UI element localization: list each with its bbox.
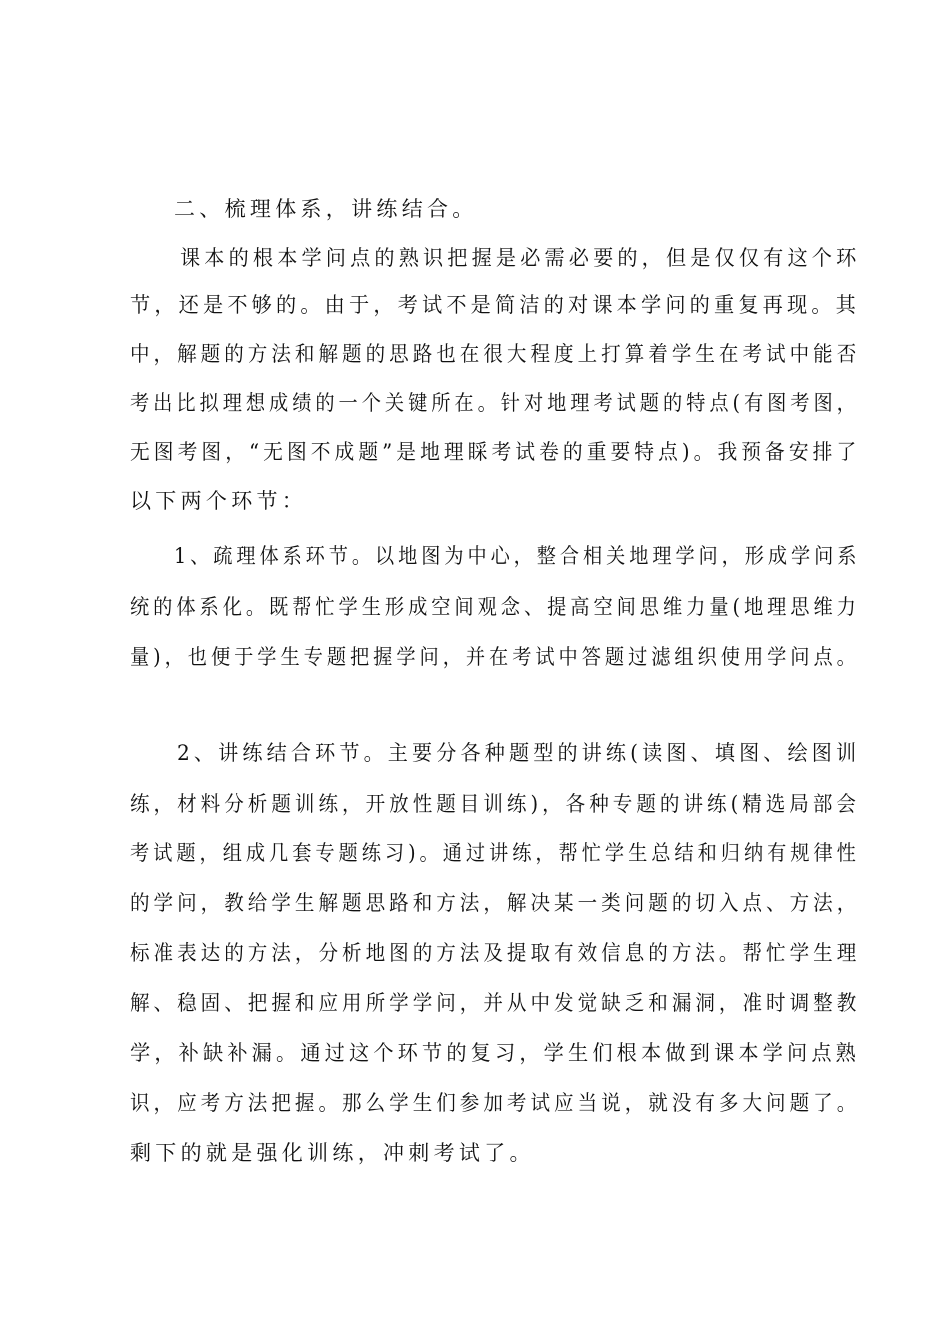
text-line: 1、疏理体系环节。以地图为中心，整合相关地理学问，形成学问系 xyxy=(174,544,861,568)
text-line: 统的体系化。既帮忙学生形成空间观念、提高空间思维力量(地理思维力 xyxy=(130,595,860,619)
text-line: 以下两个环节： xyxy=(130,489,308,513)
text-line: 的学问，教给学生解题思路和方法，解决某一类问题的切入点、方法， xyxy=(130,891,861,915)
text-line: 解、稳固、把握和应用所学学问，并从中发觉缺乏和漏洞，准时调整教 xyxy=(130,991,861,1015)
text-line: 量)，也便于学生专题把握学问，并在考试中答题过滤组织使用学问点。 xyxy=(130,645,860,669)
text-line: 考试题，组成几套专题练习)。通过讲练，帮忙学生总结和归纳有规律性 xyxy=(130,841,860,865)
section-heading: 二、梳理体系，讲练结合。 xyxy=(174,197,478,221)
text-line: 2、讲练结合环节。主要分各种题型的讲练(读图、填图、绘图训 xyxy=(177,741,861,765)
text-line: 识，应考方法把握。那么学生们参加考试应当说，就没有多大问题了。 xyxy=(130,1091,861,1115)
text-line: 中，解题的方法和解题的思路也在很大程度上打算着学生在考试中能否 xyxy=(130,342,861,366)
text-line: 课本的根本学问点的熟识把握是必需必要的，但是仅仅有这个环 xyxy=(180,246,861,270)
text-line: 节，还是不够的。由于，考试不是简洁的对课本学问的重复再现。其 xyxy=(130,293,860,317)
text-line: 标准表达的方法，分析地图的方法及提取有效信息的方法。帮忙学生理 xyxy=(130,941,861,965)
text-line: 无图考图，“无图不成题”是地理睬考试卷的重要特点)。我预备安排了 xyxy=(130,440,861,464)
text-line: 学，补缺补漏。通过这个环节的复习，学生们根本做到课本学问点熟 xyxy=(130,1041,860,1065)
text-line: 考出比拟理想成绩的一个关键所在。针对地理考试题的特点(有图考图， xyxy=(130,391,860,415)
text-line: 剩下的就是强化训练，冲刺考试了。 xyxy=(130,1141,535,1165)
text-line: 练，材料分析题训练，开放性题目训练)，各种专题的讲练(精选局部会 xyxy=(130,792,860,816)
